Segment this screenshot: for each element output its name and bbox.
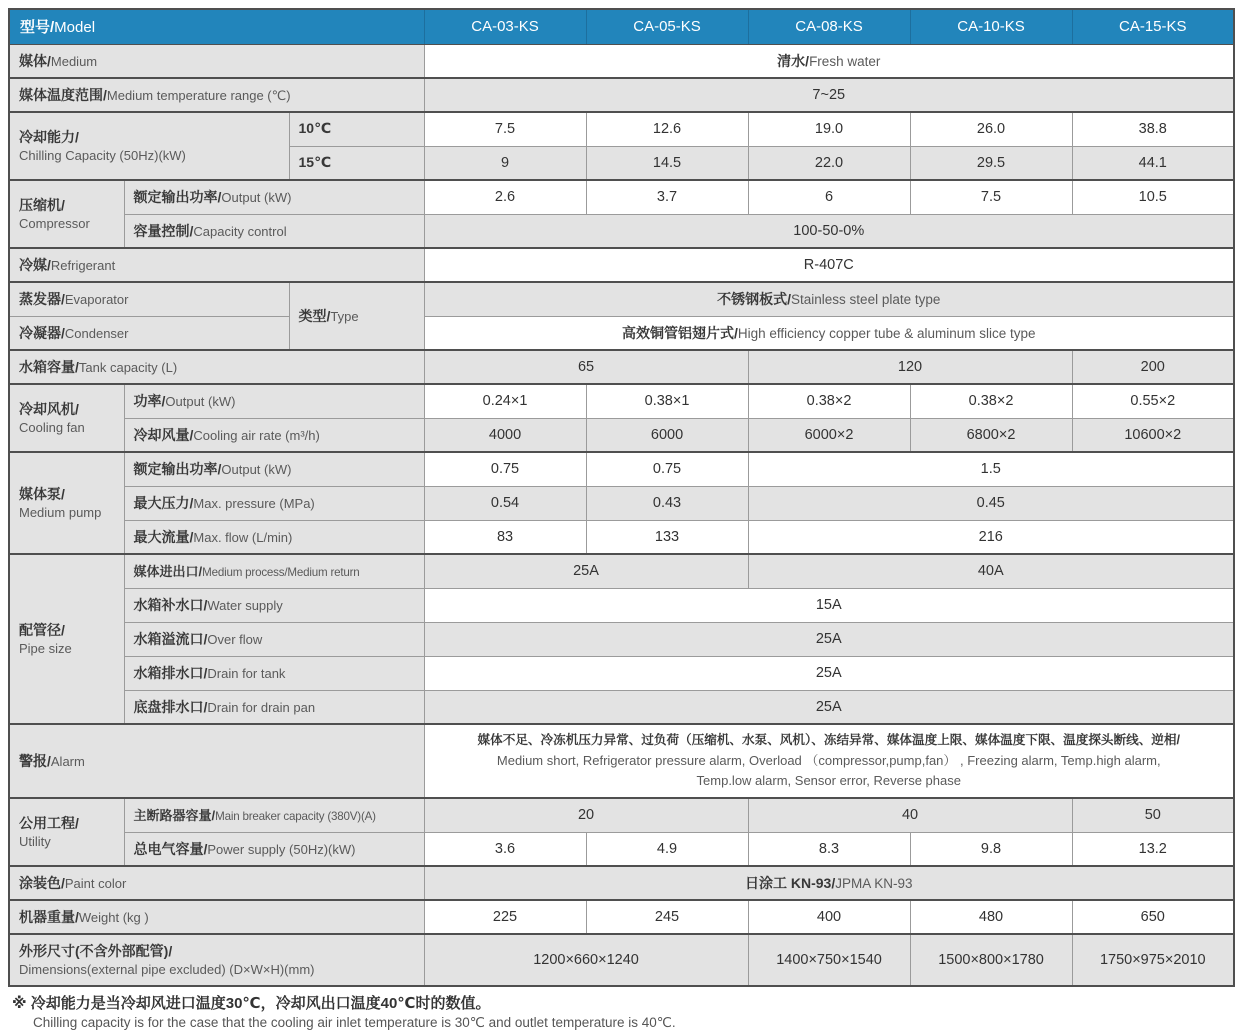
row-dimensions [9, 934, 1234, 986]
row-temp-range [9, 78, 1234, 112]
pipe-overflow-label: 水箱溢流口/Over flow [124, 622, 424, 656]
footnote-line-cn: ※ 冷却能力是当冷却风进口温度30℃，冷却风出口温度40℃时的数值。 [12, 995, 491, 1012]
chilling-15-value-2: 14.5 [586, 146, 748, 180]
row-utility-power [9, 832, 1234, 866]
footnote [12, 994, 1233, 1032]
row-pipe-drain-tank [9, 656, 1234, 690]
utility-breaker-label: 主断路器容量/Main breaker capacity (380V)(A) [124, 798, 424, 832]
utility-power-label: 总电气容量/Power supply (50Hz)(kW) [124, 832, 424, 866]
alarm-text-en-1: Medium short, Refrigerator pressure alarm, Overload （compressor,pump,fan） , Freezing alarm, Temp.high alarm, [496, 752, 1161, 768]
row-pipe-process [9, 554, 1234, 588]
condenser-label: 冷凝器/Condenser [9, 316, 289, 350]
pump-output-value-3: 1.5 [748, 452, 1234, 486]
pump-output-value-2: 0.75 [586, 452, 748, 486]
tank-value-2: 120 [748, 350, 1072, 384]
chilling-sub-15: 15℃ [289, 146, 424, 180]
compressor-output-label: 额定输出功率/Output (kW) [124, 180, 424, 214]
model-header-5: CA-15-KS [1072, 9, 1234, 44]
refrigerant-value: R-407C [424, 248, 1234, 282]
dimensions-label: 外形尺寸(不含外部配管)/ Dimensions(external pipe excluded) (D×W×H)(mm) [9, 934, 424, 986]
fan-air-value-5: 10600×2 [1072, 418, 1234, 452]
pipe-label: 配管径/ Pipe size [9, 554, 124, 724]
weight-value-5: 650 [1072, 900, 1234, 934]
fan-power-label: 功率/Output (kW) [124, 384, 424, 418]
chilling-10-value-5: 38.8 [1072, 112, 1234, 146]
compressor-output-value-3: 6 [748, 180, 910, 214]
row-pipe-drain-pan [9, 690, 1234, 724]
pipe-process-label: 媒体进出口/Medium process/Medium return [124, 554, 424, 588]
dimensions-value-4: 1750×975×2010 [1072, 934, 1234, 986]
dimensions-value-2: 1400×750×1540 [748, 934, 910, 986]
row-weight [9, 900, 1234, 934]
fan-label: 冷却风机/ Cooling fan [9, 384, 124, 452]
tank-value-1: 65 [424, 350, 748, 384]
weight-value-3: 400 [748, 900, 910, 934]
evaporator-label: 蒸发器/Evaporator [9, 282, 289, 316]
row-fan-air [9, 418, 1234, 452]
footnote-line-en: Chilling capacity is for the case that the cooling air inlet temperature is 30℃ and outlet temperature is 40℃. [33, 1015, 676, 1031]
pipe-drain-tank-label: 水箱排水口/Drain for tank [124, 656, 424, 690]
row-compressor-output [9, 180, 1234, 214]
medium-label: 媒体/Medium [9, 44, 424, 78]
model-header-3: CA-08-KS [748, 9, 910, 44]
row-pump-output [9, 452, 1234, 486]
fan-air-value-3: 6000×2 [748, 418, 910, 452]
fan-power-value-5: 0.55×2 [1072, 384, 1234, 418]
utility-label: 公用工程/ Utility [9, 798, 124, 866]
pump-pressure-value-3: 0.45 [748, 486, 1234, 520]
refrigerant-label: 冷媒/Refrigerant [9, 248, 424, 282]
chilling-15-value-5: 44.1 [1072, 146, 1234, 180]
fan-power-value-1: 0.24×1 [424, 384, 586, 418]
model-label-en: Model [54, 19, 96, 37]
compressor-label: 压缩机/ Compressor [9, 180, 124, 248]
row-fan-power [9, 384, 1234, 418]
chilling-10-value-1: 7.5 [424, 112, 586, 146]
row-evaporator [9, 282, 1234, 316]
pipe-supply-label: 水箱补水口/Water supply [124, 588, 424, 622]
row-chilling-10 [9, 112, 1234, 146]
alarm-text-en-2: Temp.low alarm, Sensor error, Reverse phase [696, 772, 961, 788]
pipe-overflow-value: 25A [424, 622, 1234, 656]
chilling-10-value-3: 19.0 [748, 112, 910, 146]
row-compressor-capacity [9, 214, 1234, 248]
fan-power-value-3: 0.38×2 [748, 384, 910, 418]
pump-flow-label: 最大流量/Max. flow (L/min) [124, 520, 424, 554]
temp-range-label: 媒体温度范围/Medium temperature range (℃) [9, 78, 424, 112]
chilling-sub-10: 10℃ [289, 112, 424, 146]
weight-value-2: 245 [586, 900, 748, 934]
weight-value-4: 480 [910, 900, 1072, 934]
chilling-10-value-4: 26.0 [910, 112, 1072, 146]
utility-breaker-value-2: 40 [748, 798, 1072, 832]
utility-power-value-3: 8.3 [748, 832, 910, 866]
model-row-label [9, 9, 424, 44]
pump-output-label: 额定输出功率/Output (kW) [124, 452, 424, 486]
evaporator-value: 不锈钢板式/Stainless steel plate type [424, 282, 1234, 316]
row-utility-breaker [9, 798, 1234, 832]
row-tank [9, 350, 1234, 384]
model-header-2: CA-05-KS [586, 9, 748, 44]
tank-value-3: 200 [1072, 350, 1234, 384]
dimensions-value-3: 1500×800×1780 [910, 934, 1072, 986]
model-header-1: CA-03-KS [424, 9, 586, 44]
pump-output-value-1: 0.75 [424, 452, 586, 486]
chilling-15-value-3: 22.0 [748, 146, 910, 180]
paint-value: 日涂工 KN-93/JPMA KN-93 [424, 866, 1234, 900]
model-header-4: CA-10-KS [910, 9, 1072, 44]
row-pipe-overflow [9, 622, 1234, 656]
utility-breaker-value-1: 20 [424, 798, 748, 832]
pump-label: 媒体泵/ Medium pump [9, 452, 124, 554]
utility-power-value-2: 4.9 [586, 832, 748, 866]
fan-power-value-2: 0.38×1 [586, 384, 748, 418]
chilling-15-value-4: 29.5 [910, 146, 1072, 180]
fan-power-value-4: 0.38×2 [910, 384, 1072, 418]
pipe-process-value-2: 40A [748, 554, 1234, 588]
row-medium [9, 44, 1234, 78]
alarm-text-cn: 媒体不足、冷冻机压力异常、过负荷（压缩机、水泵、风机）、冻结异常、媒体温度上限、媒体温度下限、温度探头断线、逆相/ [477, 733, 1180, 748]
pump-flow-value-3: 216 [748, 520, 1234, 554]
fan-air-value-4: 6800×2 [910, 418, 1072, 452]
chilling-15-value-1: 9 [424, 146, 586, 180]
temp-range-value: 7~25 [424, 78, 1234, 112]
alarm-value [424, 724, 1234, 798]
pump-pressure-label: 最大压力/Max. pressure (MPa) [124, 486, 424, 520]
fan-air-label: 冷却风量/Cooling air rate (m³/h) [124, 418, 424, 452]
compressor-capacity-value: 100-50-0% [424, 214, 1234, 248]
pump-flow-value-2: 133 [586, 520, 748, 554]
row-refrigerant [9, 248, 1234, 282]
utility-breaker-value-3: 50 [1072, 798, 1234, 832]
compressor-output-value-5: 10.5 [1072, 180, 1234, 214]
chilling-10-value-2: 12.6 [586, 112, 748, 146]
pipe-supply-value: 15A [424, 588, 1234, 622]
spec-table [8, 8, 1235, 987]
row-paint [9, 866, 1234, 900]
weight-value-1: 225 [424, 900, 586, 934]
pump-pressure-value-1: 0.54 [424, 486, 586, 520]
chilling-label: 冷却能力/ Chilling Capacity (50Hz)(kW) [9, 112, 289, 180]
row-pipe-supply [9, 588, 1234, 622]
compressor-output-value-4: 7.5 [910, 180, 1072, 214]
row-model-header [9, 9, 1234, 44]
fan-air-value-1: 4000 [424, 418, 586, 452]
type-label: 类型/Type [289, 282, 424, 350]
medium-value: 清水/Fresh water [424, 44, 1234, 78]
row-alarm [9, 724, 1234, 798]
utility-power-value-4: 9.8 [910, 832, 1072, 866]
weight-label: 机器重量/Weight (kg ) [9, 900, 424, 934]
alarm-label: 警报/Alarm [9, 724, 424, 798]
paint-label: 涂装色/Paint color [9, 866, 424, 900]
fan-air-value-2: 6000 [586, 418, 748, 452]
dimensions-value-1: 1200×660×1240 [424, 934, 748, 986]
pump-pressure-value-2: 0.43 [586, 486, 748, 520]
compressor-output-value-1: 2.6 [424, 180, 586, 214]
row-pump-flow [9, 520, 1234, 554]
utility-power-value-1: 3.6 [424, 832, 586, 866]
compressor-capacity-label: 容量控制/Capacity control [124, 214, 424, 248]
pump-flow-value-1: 83 [424, 520, 586, 554]
pipe-drain-pan-value: 25A [424, 690, 1234, 724]
row-pump-pressure [9, 486, 1234, 520]
pipe-drain-pan-label: 底盘排水口/Drain for drain pan [124, 690, 424, 724]
utility-power-value-5: 13.2 [1072, 832, 1234, 866]
condenser-value: 高效铜管铝翅片式/High efficiency copper tube & aluminum slice type [424, 316, 1234, 350]
pipe-process-value-1: 25A [424, 554, 748, 588]
compressor-output-value-2: 3.7 [586, 180, 748, 214]
row-condenser [9, 316, 1234, 350]
pipe-drain-tank-value: 25A [424, 656, 1234, 690]
model-label-cn: 型号/ [20, 19, 55, 37]
tank-label: 水箱容量/Tank capacity (L) [9, 350, 424, 384]
